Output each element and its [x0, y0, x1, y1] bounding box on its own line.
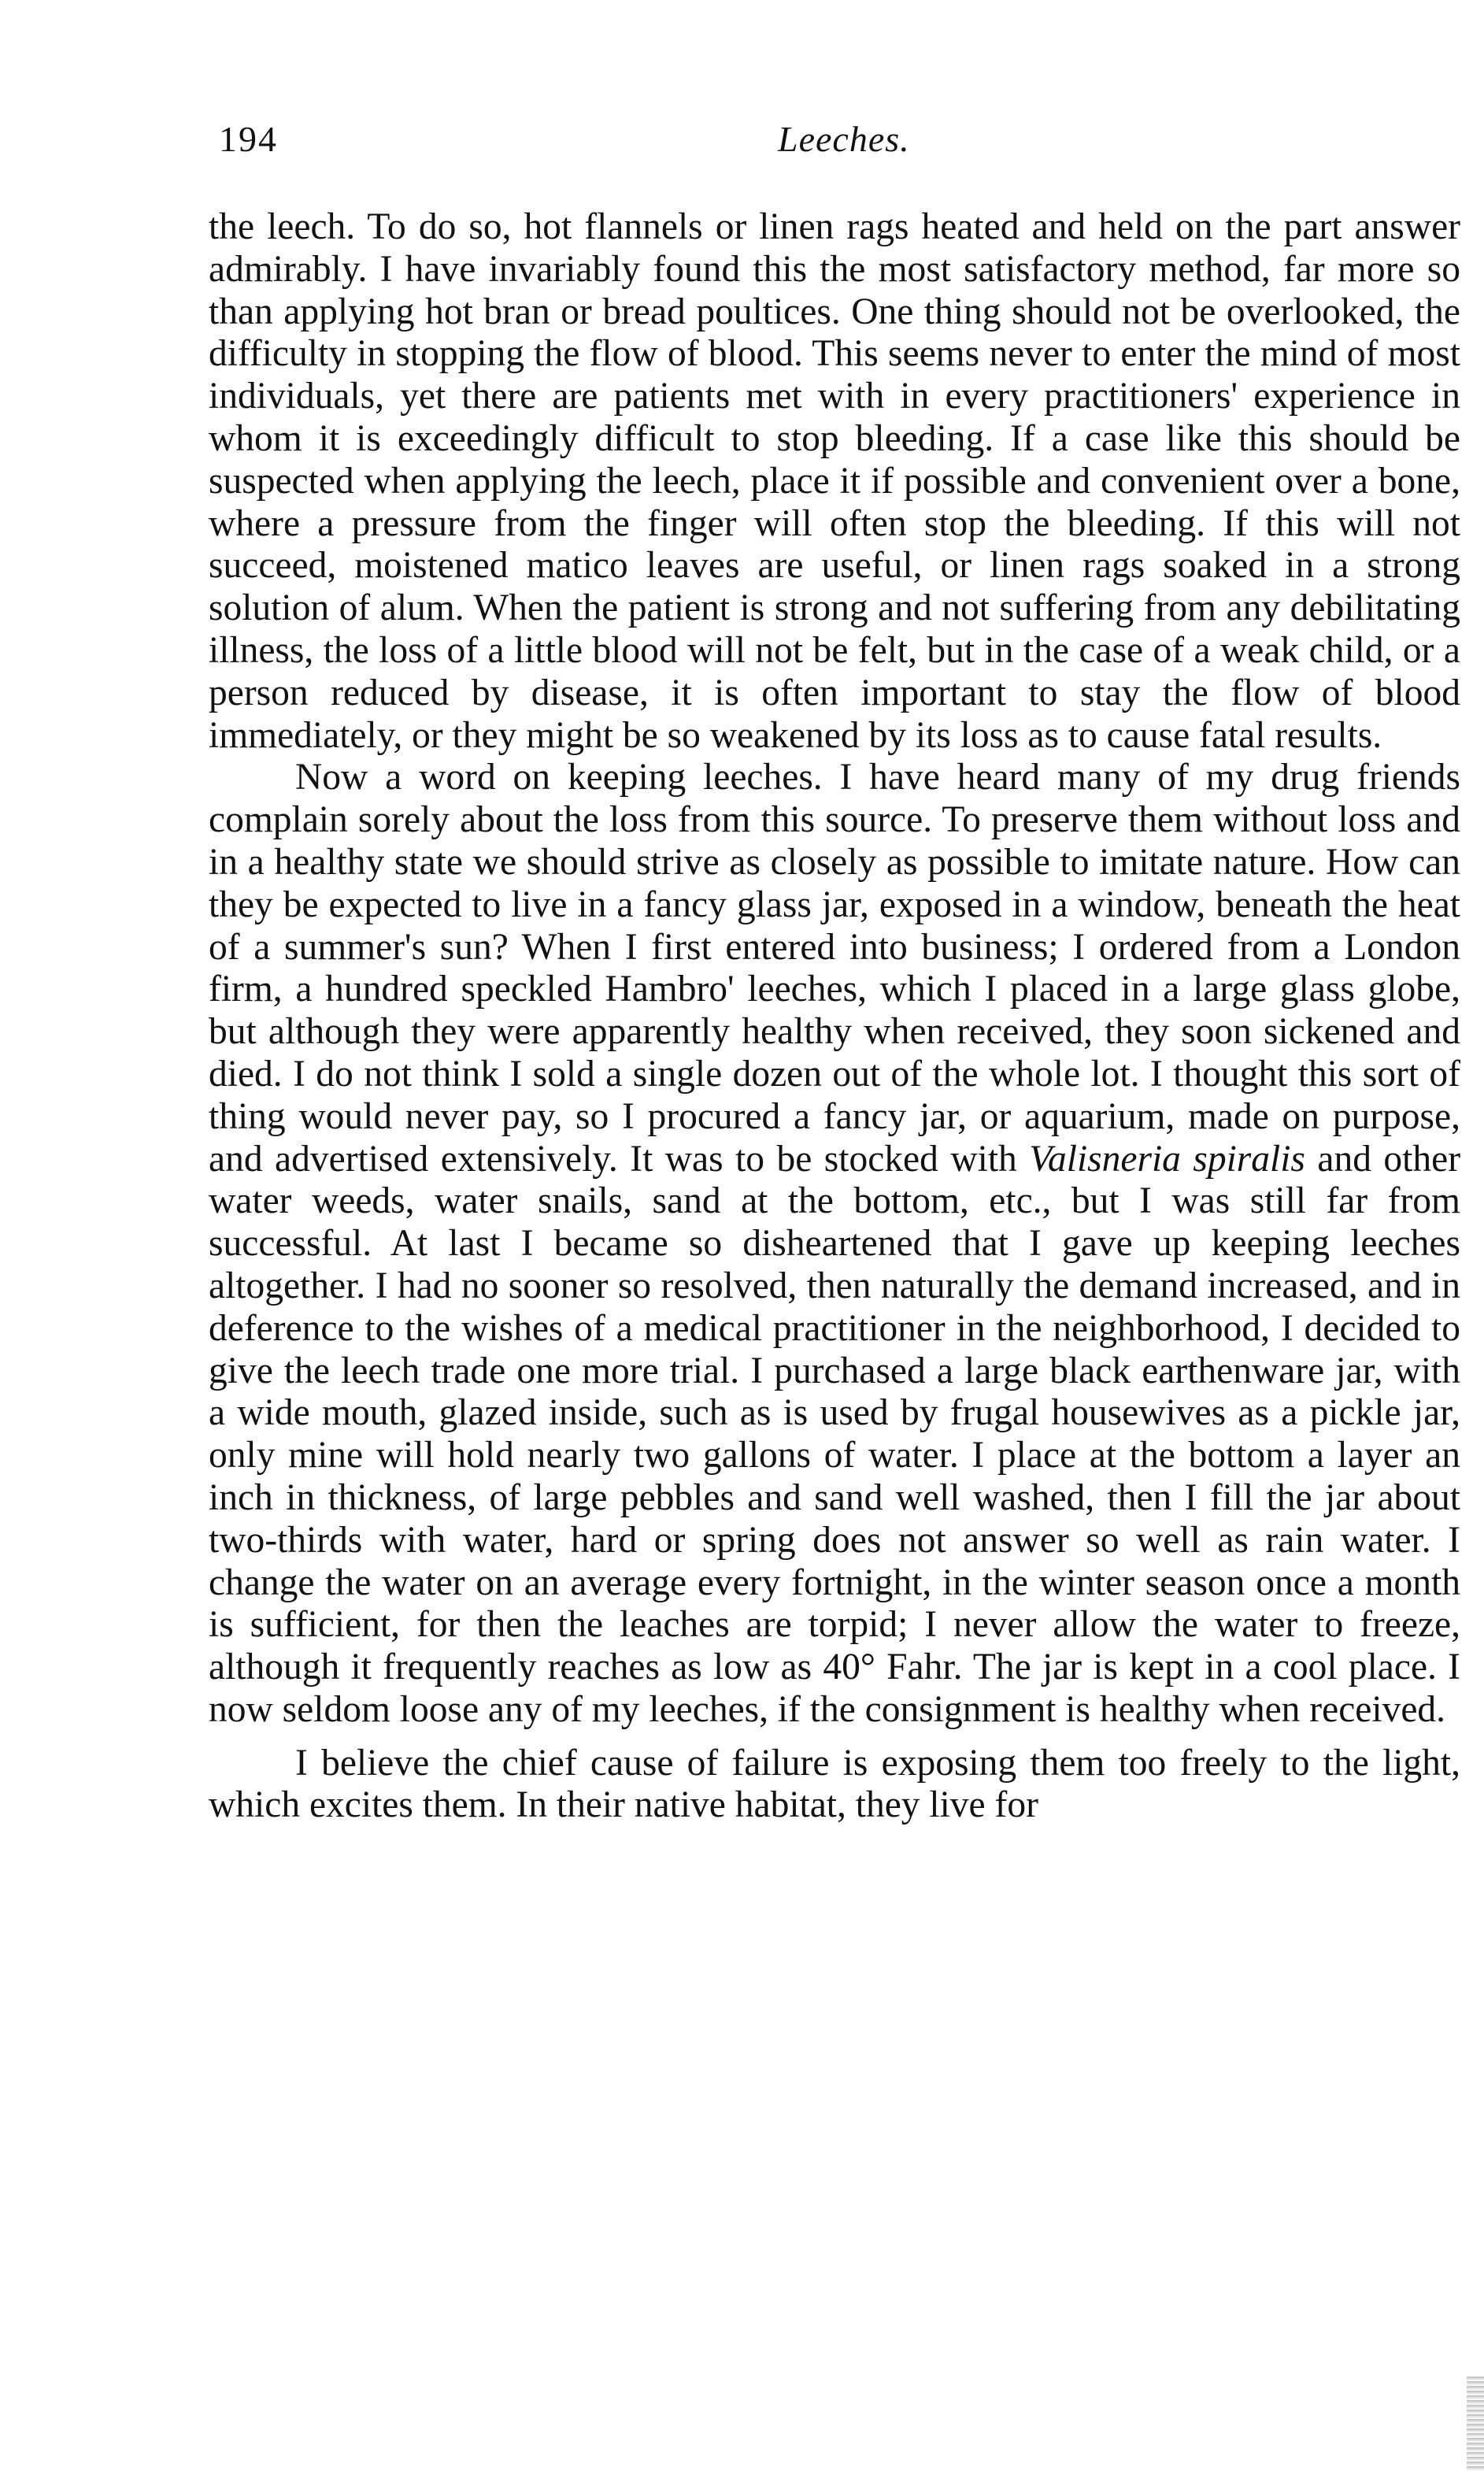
page-edge-mark [1467, 2377, 1484, 2471]
paragraph-2 [209, 757, 1460, 1731]
paragraph-2-text-a: Now a word on keeping leeches. I have heard many of my drug friends complain sorely about the loss from this source. To preserve them without loss and in a healthy state we should strive as closely as possible to imitate nature. How can they be expected to live in a fancy glass jar, exposed in a window, beneath the heat of a summer's sun? When I first entered into business; I ordered from a London firm, a hundred speckled Hambro' leeches, which I placed in a large glass globe, but although they were apparently healthy when received, they soon sickened and died. I do not think I sold a single dozen out of the whole lot. I thought this sort of thing would never pay, so I procured a fancy jar, or aquarium, made on purpose, and advertised extensively. It was to be stocked with [209, 757, 1460, 1180]
page-number: 194 [219, 119, 278, 159]
body-text [209, 206, 1460, 1827]
paragraph-1: the leech. To do so, hot flannels or linen rags heated and held on the part answer admirably. I have invariably found this the most satisfactory method, far more so than applying hot bran or bread poultices. One thing should not be overlooked, the difficulty in stopping the flow of blood. This seems never to enter the mind of most individuals, yet there are patients met with in every practitioners' experience in whom it is exceedingly difficult to stop bleeding. If a case like this should be suspected when applying the leech, place it if possible and convenient over a bone, where a pressure from the finger will often stop the bleeding. If this will not succeed, moistened matico leaves are useful, or linen rags soaked in a strong solution of alum. When the patient is strong and not suffering from any debilitating illness, the loss of a little blood will not be felt, but in the case of a weak child, or a person reduced by disease, it is often important to stay the flow of blood immediately, or they might be so weakened by its loss as to cause fatal results. [209, 206, 1460, 756]
page-header [219, 118, 1463, 173]
species-name: Valisneria spiralis [1029, 1138, 1305, 1180]
running-title: Leeches. [778, 119, 910, 159]
paragraph-2-text-b: and other water weeds, water snails, sand at the bottom, etc., but I was still far from successful. At last I became so disheartened that I gave up keeping leeches altogether. I had no sooner so resolved, then naturally the demand increased, and in deference to the wishes of a medical practitioner in the neighborhood, I decided to give the leech trade one more trial. I purchased a large black earthenware jar, with a wide mouth, glazed inside, such as is used by frugal housewives as a pickle jar, only mine will hold nearly two gallons of water. I place at the bottom a layer an inch in thickness, of large pebbles and sand well washed, then I fill the jar about two-thirds with water, hard or spring does not answer so well as rain water. I change the water on an average every fortnight, in the winter season once a month is sufficient, for then the leaches are torpid; I never allow the water to freeze, although it frequently reaches as low as 40° Fahr. The jar is kept in a cool place. I now seldom loose any of my leeches, if the consignment is healthy when received. [209, 1138, 1461, 1730]
paragraph-3: I believe the chief cause of failure is exposing them too freely to the light, which excites them. In their native habitat, they live for [209, 1742, 1460, 1826]
